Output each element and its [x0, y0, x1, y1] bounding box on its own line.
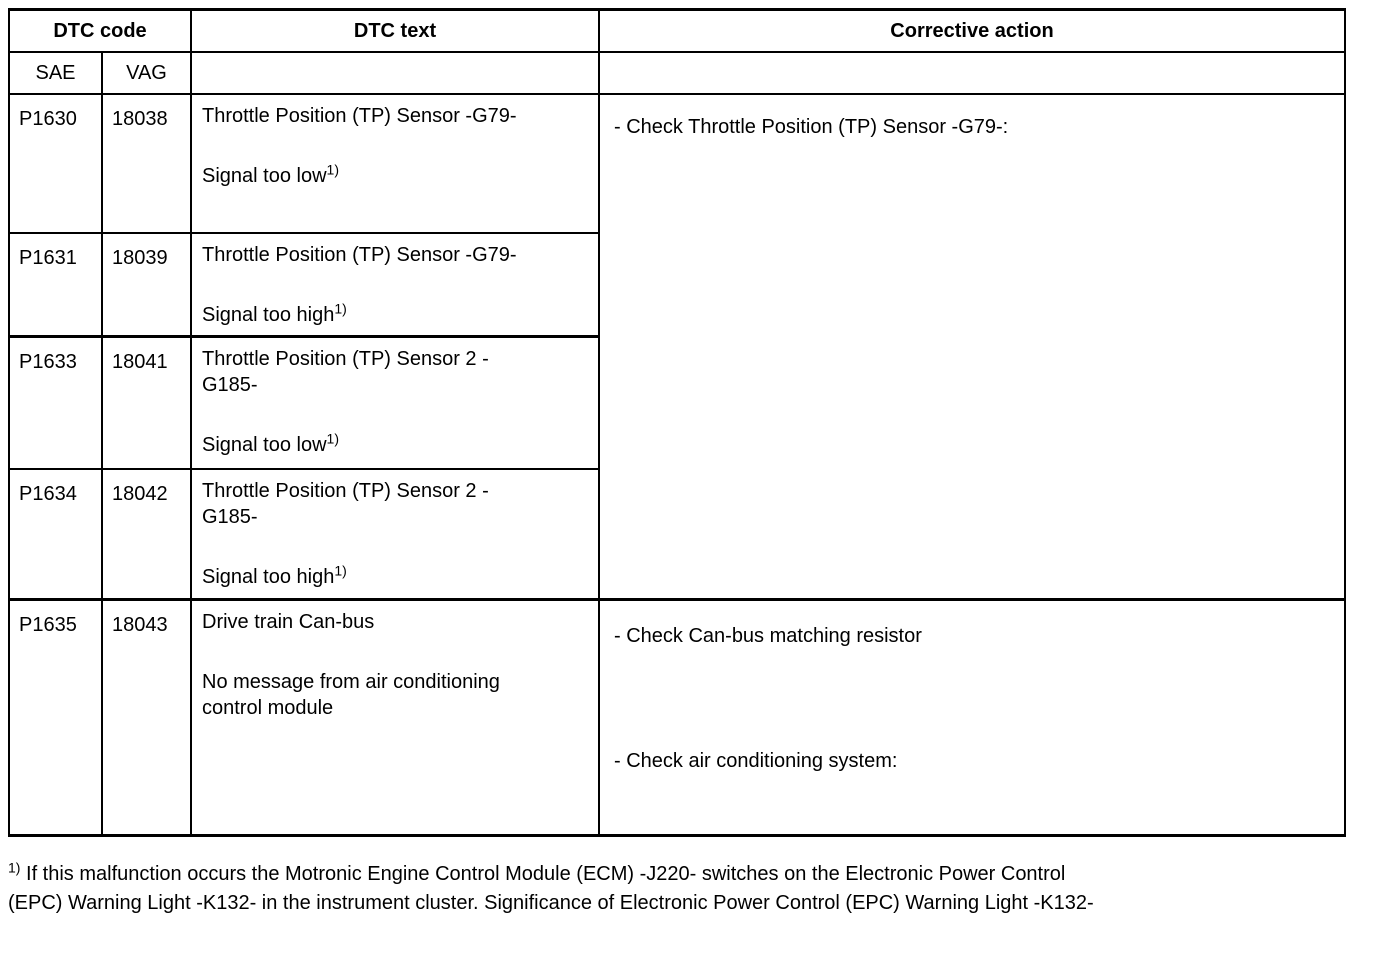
footnote	[8, 860, 1360, 918]
header-corrective-action: Corrective action	[599, 10, 1345, 52]
header-dtc-text: DTC text	[191, 10, 599, 52]
vag-code-cell: 18039	[102, 233, 191, 337]
sae-code-cell: P1633	[9, 337, 102, 469]
dtc-text-cell	[191, 469, 599, 600]
dtc-name: Drive train Can-bus	[202, 611, 375, 633]
footnote-marker: 1)	[8, 859, 21, 876]
dtc-name: Throttle Position (TP) Sensor -G79-	[202, 243, 517, 266]
vag-code-cell: 18042	[102, 469, 191, 600]
table-row-p1635	[9, 600, 1345, 836]
vag-code-cell: 18041	[102, 337, 191, 469]
footnote-line-2: (EPC) Warning Light -K132- in the instrument cluster. Significance of Electronic Power Control (EPC) Warning Light -K132-	[8, 892, 1094, 914]
footnote-marker: 1)	[334, 561, 347, 578]
header-sae: SAE	[9, 52, 102, 94]
header-empty-corrective	[599, 52, 1345, 94]
header-empty-dtc-text	[191, 52, 599, 94]
footnote-line-1: $^{1)}$ If this malfunction occurs the Motronic Engine Control Module (ECM) -J220- switches on the Electronic Power Control	[8, 859, 1066, 885]
corrective-action-cell-merged	[599, 94, 1345, 600]
corrective-action-item: - Check air conditioning system:	[614, 750, 898, 772]
dtc-name: Throttle Position (TP) Sensor -G79-	[202, 104, 517, 127]
corrective-action-cell	[599, 600, 1345, 836]
dtc-table	[8, 8, 1346, 837]
dtc-symptom: Signal too high$^{1)}$	[202, 299, 347, 326]
dtc-text-cell	[191, 94, 599, 233]
table-header-row-1	[9, 10, 1345, 52]
footnote-marker: 1)	[334, 299, 347, 316]
footnote-marker: 1)	[326, 160, 339, 177]
dtc-name: Throttle Position (TP) Sensor 2 - G185-	[202, 479, 489, 528]
header-dtc-code: DTC code	[9, 10, 191, 52]
table-header-row-2	[9, 52, 1345, 94]
dtc-symptom: Signal too high$^{1)}$	[202, 561, 347, 588]
sae-code-cell: P1630	[9, 94, 102, 233]
table-row-p1630	[9, 94, 1345, 233]
dtc-text-cell	[191, 600, 599, 836]
sae-code-cell: P1634	[9, 469, 102, 600]
dtc-text-cell	[191, 337, 599, 469]
dtc-symptom: Signal too low$^{1)}$	[202, 160, 339, 187]
vag-code-cell: 18043	[102, 600, 191, 836]
sae-code-cell: P1635	[9, 600, 102, 836]
corrective-action-item: - Check Throttle Position (TP) Sensor -G79-:	[614, 115, 1009, 138]
corrective-action-item: - Check Can-bus matching resistor	[614, 625, 922, 647]
dtc-symptom: Signal too low$^{1)}$	[202, 430, 339, 456]
vag-code-cell: 18038	[102, 94, 191, 233]
sae-code-cell: P1631	[9, 233, 102, 337]
header-vag: VAG	[102, 52, 191, 94]
dtc-text-cell	[191, 233, 599, 337]
dtc-name: Throttle Position (TP) Sensor 2 - G185-	[202, 348, 489, 396]
dtc-symptom: No message from air conditioning control module	[202, 671, 500, 719]
footnote-marker: 1)	[326, 430, 339, 447]
